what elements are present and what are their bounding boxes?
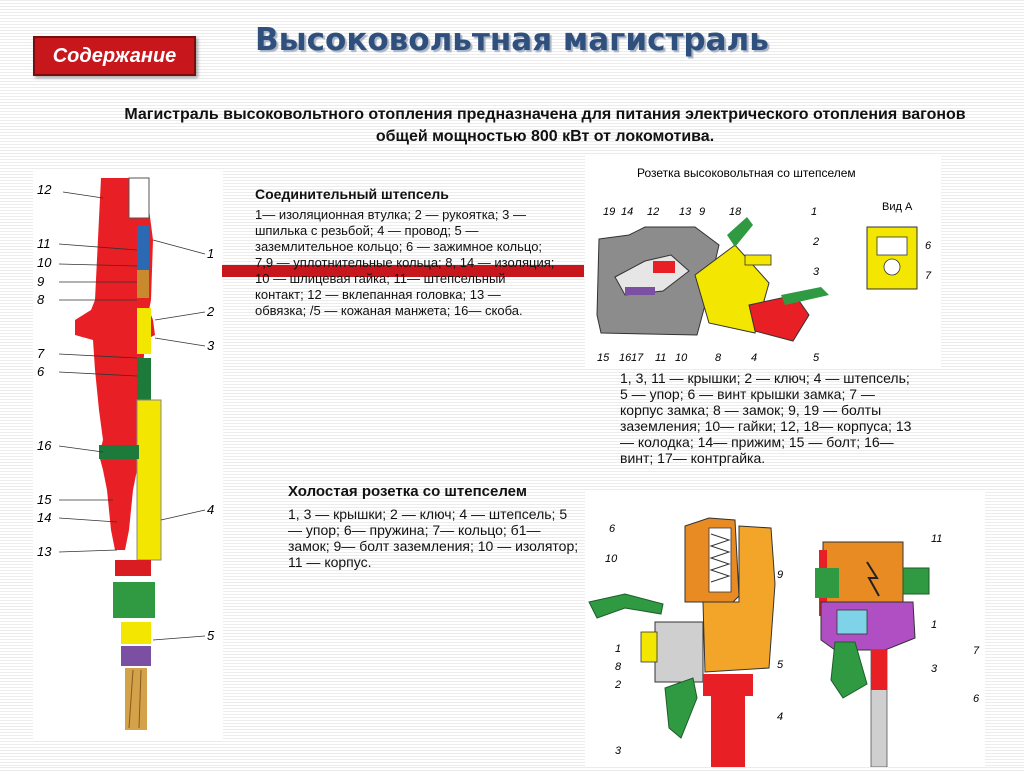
- socket-label: 14: [621, 206, 634, 218]
- dummy-label: 6: [973, 693, 980, 705]
- dummy-coil: [815, 568, 839, 598]
- dummy-bolt: [641, 632, 657, 662]
- plug-drawing: [33, 170, 223, 740]
- callout-line: [153, 240, 205, 254]
- socket-caption: Розетка высоковольтная со штепселем: [637, 166, 856, 180]
- socket-label: 3: [813, 266, 820, 278]
- plug-heading: Соединительный штепсель: [255, 186, 449, 202]
- page-title: Высоковольтная магистраль: [255, 22, 769, 58]
- dummy-drawing: [585, 492, 985, 767]
- plug-description: 1— изоляционная втулка; 2 — рукоятка; 3 — шпилька с резьбой; 4 — провод; 5 — заземлительное кольцо; 6 — зажимное кольцо; 7,9 — уплотнительные кольца; 8, 14 — изоляция; 10 — шлицевая гайка; 11— штепсельный контакт; 12 — вклепанная головка; 13 — обвязка; /5 — кожаная манжета; 16— скоба.: [255, 207, 555, 318]
- plug-callout-label: 8: [37, 292, 45, 307]
- dummy-label: 1: [931, 619, 938, 631]
- dummy-cable-red: [871, 650, 887, 690]
- plug-callout-label: 14: [37, 510, 52, 525]
- plug-callout-label: 7: [37, 346, 45, 361]
- dummy-plug-top: [703, 674, 753, 696]
- socket-lock: [745, 255, 771, 265]
- socket-label: 18: [729, 206, 742, 218]
- plug-callout-label: 9: [37, 274, 45, 289]
- callout-line: [153, 636, 205, 640]
- plug-callout-label: 15: [37, 492, 52, 507]
- socket-label: 16: [619, 352, 632, 364]
- dummy-spring-window: [709, 528, 731, 592]
- plug-callout-label: 3: [207, 338, 215, 353]
- plug-description-block: [255, 186, 555, 319]
- socket-key: [727, 217, 753, 247]
- plug-drawing-panel: [33, 170, 223, 740]
- plug-contact-orange: [137, 270, 149, 298]
- dummy-description: 1, 3 — крышки; 2 — ключ; 4 — штепсель; 5 — упор; 6— пружина; 7— кольцо; б1— замок; 9— болт заземления; 10 — изолятор; 11 — корпус.: [288, 506, 579, 570]
- plug-cap: [129, 178, 149, 218]
- socket-plug-purple: [625, 287, 655, 295]
- socket-label: 11: [655, 352, 667, 364]
- socket-label: 10: [675, 352, 688, 364]
- dummy-label: 11: [931, 533, 943, 545]
- dummy-label: 6: [609, 523, 616, 535]
- plug-callout-label: 1: [207, 246, 215, 261]
- plug-callout-label: 4: [207, 502, 215, 517]
- intro-text: Магистраль высоковольтного отопления предназначена для питания электрического отопления вагонов общей мощностью 800 кВт от локомотива.: [124, 106, 966, 145]
- callout-line: [155, 338, 205, 346]
- plug-insulation-yellow: [137, 308, 151, 354]
- dummy-label: 9: [777, 569, 784, 581]
- dummy-key: [589, 594, 663, 618]
- dummy-label: 4: [777, 711, 784, 723]
- socket-label: 15: [597, 352, 610, 364]
- socket-label: 12: [647, 206, 660, 218]
- dummy-latch: [903, 568, 929, 594]
- dummy-label: 1: [615, 643, 622, 655]
- plug-callout-label: 13: [37, 544, 52, 559]
- plug-callout-label: 12: [37, 182, 52, 197]
- socket-label: 2: [813, 236, 820, 248]
- callout-line: [59, 550, 117, 552]
- plug-callout-label: 2: [207, 304, 215, 319]
- plug-wire: [125, 668, 147, 730]
- socket-label: 5: [813, 352, 820, 364]
- socket-label: 9: [699, 206, 706, 218]
- socket-description: 1, 3, 11 — крышки; 2 — ключ; 4 — штепсель; 5 — упор; 6 — винт крышки замка; 7 — корпус замка; 8 — замок; 9, 19 — болты заземления; 10— гайки; 12, 18— корпуса; 13 — колодка; 14— прижим; 15 — болт; 16— винт; 17— контргайка.: [620, 370, 912, 466]
- plug-contact-blue: [137, 226, 149, 270]
- plug-callout-label: 11: [37, 236, 51, 251]
- view-a-bolt: [884, 259, 900, 275]
- dummy-drawing-panel: [585, 492, 985, 767]
- dummy-window: [837, 610, 867, 634]
- dummy-label: 10: [605, 553, 618, 565]
- dummy-label: 7: [973, 645, 980, 657]
- view-a-label: Вид А: [882, 201, 913, 213]
- socket-label: 4: [751, 352, 758, 364]
- plug-insulation-green: [137, 358, 151, 400]
- view-a-box: [867, 227, 917, 289]
- plug-ring: [99, 445, 139, 459]
- dummy-lock: [665, 678, 697, 738]
- plug-callout-label: 6: [37, 364, 45, 379]
- plug-sleeve: [137, 400, 161, 560]
- socket-label: 8: [715, 352, 722, 364]
- dummy-label: 2: [615, 679, 622, 691]
- contents-button[interactable]: Содержание: [33, 36, 196, 76]
- callout-line: [155, 312, 205, 320]
- dummy-description-block: [288, 484, 580, 570]
- dummy-label: 3: [931, 663, 938, 675]
- socket-label: 1: [811, 206, 818, 218]
- dummy-heading: Холостая розетка со штепселем: [288, 483, 527, 500]
- plug-ground-ring: [121, 646, 151, 666]
- socket-label: 6: [925, 240, 932, 252]
- plug-callout-label: 10: [37, 255, 52, 270]
- dummy-plug-body: [711, 696, 745, 767]
- callout-line: [59, 518, 117, 522]
- callout-line: [63, 192, 103, 198]
- plug-ring-red: [115, 560, 151, 576]
- plug-callout-label: 5: [207, 628, 215, 643]
- dummy-insulator: [655, 622, 703, 682]
- socket-drawing-panel: [585, 155, 941, 367]
- plug-callout-label: 16: [37, 438, 52, 453]
- socket-plug-red: [653, 261, 675, 273]
- callout-line: [161, 510, 205, 520]
- plug-collar: [113, 582, 155, 618]
- plug-clamp: [121, 622, 151, 644]
- socket-label: 13: [679, 206, 692, 218]
- dummy-label: 8: [615, 661, 622, 673]
- callout-line: [59, 446, 103, 452]
- view-a-detail: [877, 237, 907, 255]
- socket-label: 17: [631, 352, 644, 364]
- socket-label: 7: [925, 270, 932, 282]
- socket-clamp: [781, 287, 829, 305]
- socket-label: 19: [603, 206, 616, 218]
- dummy-label: 3: [615, 745, 622, 757]
- socket-drawing: [585, 155, 941, 367]
- dummy-label: 5: [777, 659, 784, 671]
